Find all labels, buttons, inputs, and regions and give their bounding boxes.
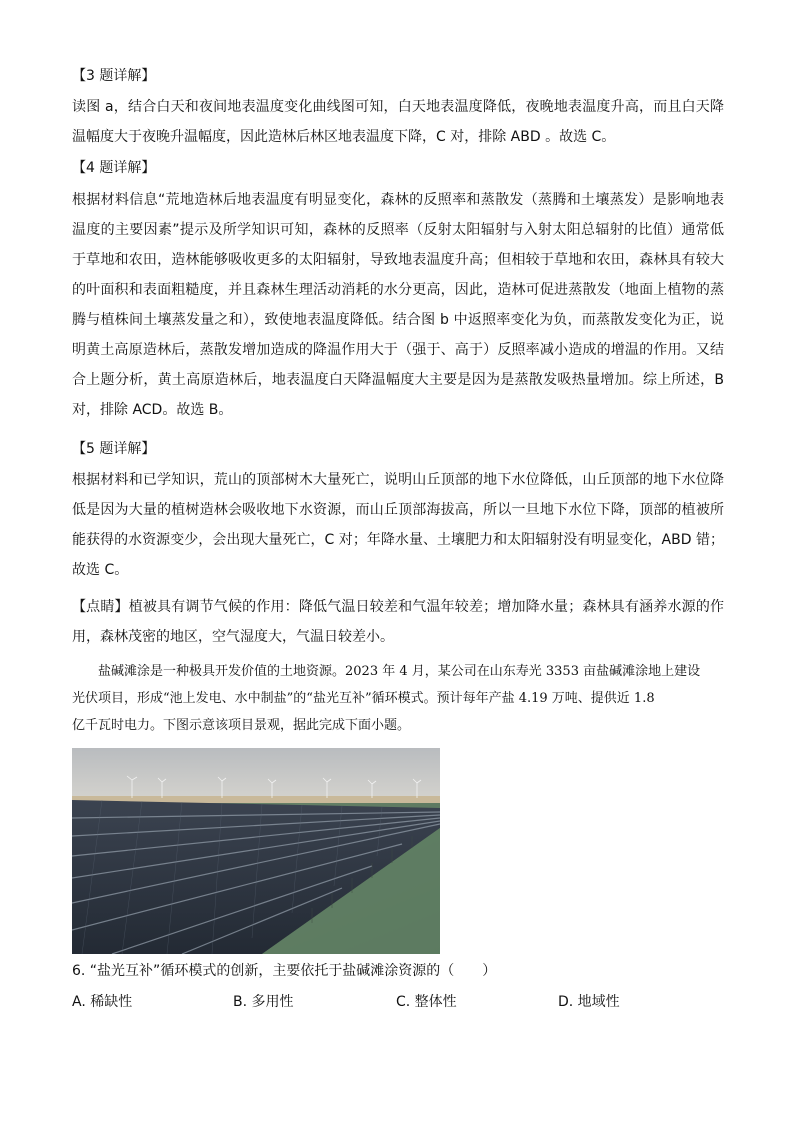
section-4-line: 合上题分析，黄土高原造林后，地表温度白天降温幅度大主要是因为是蒸散发吸热量增加。综上所述，B xyxy=(72,372,724,388)
section-4-body xyxy=(72,185,724,425)
section-5-line: 能获得的水资源变少，会出现大量死亡，C 对；年降水量、土壤肥力和太阳辐射没有明显变化，ABD 错； xyxy=(72,532,724,548)
section-4-line: 对，排除 ACD。故选 B。 xyxy=(72,402,233,418)
section-4-line: 温度的主要因素”提示及所学知识可知，森林的反照率（反射太阳辐射与入射太阳总辐射的比值）通常低 xyxy=(72,222,724,238)
material-line: 盐碱滩涂是一种极具开发价值的土地资源。2023 年 4 月，某公司在山东寿光 3353 亩盐碱滩涂地上建设 xyxy=(72,664,701,679)
section-3-line: 温幅度大于夜晚升温幅度，因此造林后林区地表温度下降，C 对，排除 ABD 。故选 C。 xyxy=(72,129,616,145)
section-5-heading: 【5 题详解】 xyxy=(72,441,156,457)
answer-options xyxy=(72,992,672,1014)
material-text xyxy=(72,658,724,739)
section-4-line: 明黄土高原造林后，蒸散发增加造成的降温作用大于（强于、高于）反照率减小造成的增温的作用。又结 xyxy=(72,342,724,358)
section-4-heading: 【4 题详解】 xyxy=(72,160,156,176)
section-3-heading: 【3 题详解】 xyxy=(72,68,156,84)
section-5-line: 根据材料和已学知识，荒山的顶部树木大量死亡，说明山丘顶部的地下水位降低，山丘顶部的地下水位降 xyxy=(72,472,724,488)
section-5-line: 故选 C。 xyxy=(72,562,129,578)
option-c[interactable]: C. 整体性 xyxy=(396,994,457,1010)
section-4-line: 腾与植株间土壤蒸发量之和），致使地表温度降低。结合图 b 中返照率变化为负，而蒸散发变化为正，说 xyxy=(72,312,724,328)
section-4-line: 于草地和农田，造林能够吸收更多的太阳辐射，导致地表温度升高；但相较于草地和农田，森林具有较大 xyxy=(72,252,724,268)
tip-line: 用，森林茂密的地区，空气湿度大，气温日较差小。 xyxy=(72,629,394,645)
tip-block xyxy=(72,592,724,652)
section-3-body xyxy=(72,92,724,152)
section-5-body xyxy=(72,465,724,585)
section-5-line: 低是因为大量的植树造林会吸收地下水资源，而山丘顶部海拔高，所以一旦地下水位下降，顶部的植被所 xyxy=(72,502,724,518)
material-line: 光伏项目，形成“池上发电、水中制盐”的“盐光互补”循环模式。预计每年产盐 4.19 万吨、提供近 1.8 xyxy=(72,691,655,706)
solar-farm-photo xyxy=(72,748,440,954)
section-4-line: 根据材料信息“荒地造林后地表温度有明显变化，森林的反照率和蒸散发（蒸腾和土壤蒸发）是影响地表 xyxy=(72,192,724,208)
section-3-line: 读图 a，结合白天和夜间地表温度变化曲线图可知，白天地表温度降低，夜晚地表温度升高，而且白天降 xyxy=(72,99,724,115)
section-4-line: 的叶面积和表面粗糙度，并且森林生理活动消耗的水分更高，因此，造林可促进蒸散发（地面上植物的蒸 xyxy=(72,282,724,298)
tip-line: 【点睛】植被具有调节气候的作用：降低气温日较差和气温年较差；增加降水量；森林具有涵养水源的作 xyxy=(72,599,724,615)
material-line: 亿千瓦时电力。下图示意该项目景观，据此完成下面小题。 xyxy=(72,718,411,733)
option-a[interactable]: A. 稀缺性 xyxy=(72,994,133,1010)
option-d[interactable]: D. 地域性 xyxy=(558,994,620,1010)
option-b[interactable]: B. 多用性 xyxy=(233,994,294,1010)
question-stem: 6. “盐光互补”循环模式的创新，主要依托于盐碱滩涂资源的（ ） xyxy=(72,963,497,979)
